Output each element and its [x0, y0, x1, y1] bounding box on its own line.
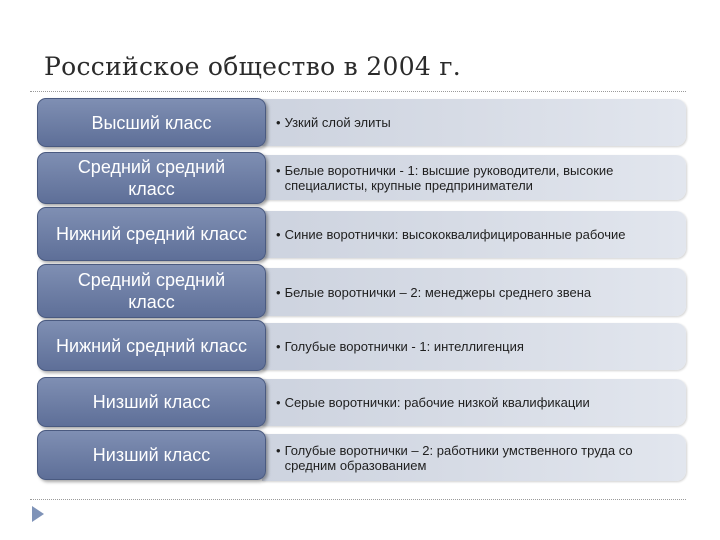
class-label: Нижний средний класс	[37, 320, 266, 371]
bullet: •	[276, 115, 281, 130]
class-label: Низший класс	[37, 430, 266, 480]
bullet: •	[276, 284, 281, 300]
bullet: •	[276, 442, 281, 458]
row-description	[262, 434, 686, 481]
row-description	[262, 99, 686, 146]
row-description	[262, 379, 686, 426]
class-label: Средний средний класс	[37, 264, 266, 318]
row-description	[262, 211, 686, 258]
class-label: Нижний средний класс	[37, 207, 266, 261]
class-label: Высший класс	[37, 98, 266, 147]
bullet: •	[276, 162, 281, 178]
class-label: Низший класс	[37, 377, 266, 427]
bullet: •	[276, 227, 281, 242]
class-label: Средний средний класс	[37, 152, 266, 204]
description-text: Серые воротнички: рабочие низкой квалификации	[284, 395, 590, 410]
bottom-divider	[30, 499, 686, 500]
description-text: Белые воротнички – 2: менеджеры среднего звена	[284, 284, 592, 300]
description-text: Белые воротнички - 1: высшие руководители, высокие специалисты, крупные предприниматели	[284, 162, 614, 193]
description-text: Голубые воротнички – 2: работники умственного труда со средним образованием	[284, 442, 633, 473]
description-text: Синие воротнички: высококвалифицированные рабочие	[284, 227, 626, 242]
top-divider	[30, 91, 686, 92]
row-description	[262, 155, 686, 200]
arrow-right-icon	[32, 506, 44, 522]
slide-title: Российское общество в 2004 г.	[44, 52, 462, 81]
row-description	[262, 323, 686, 370]
description-text: Узкий слой элиты	[284, 115, 391, 130]
bullet: •	[276, 339, 281, 354]
bullet: •	[276, 395, 281, 410]
description-text: Голубые воротнички - 1: интеллигенция	[284, 339, 524, 354]
row-description	[262, 268, 686, 316]
